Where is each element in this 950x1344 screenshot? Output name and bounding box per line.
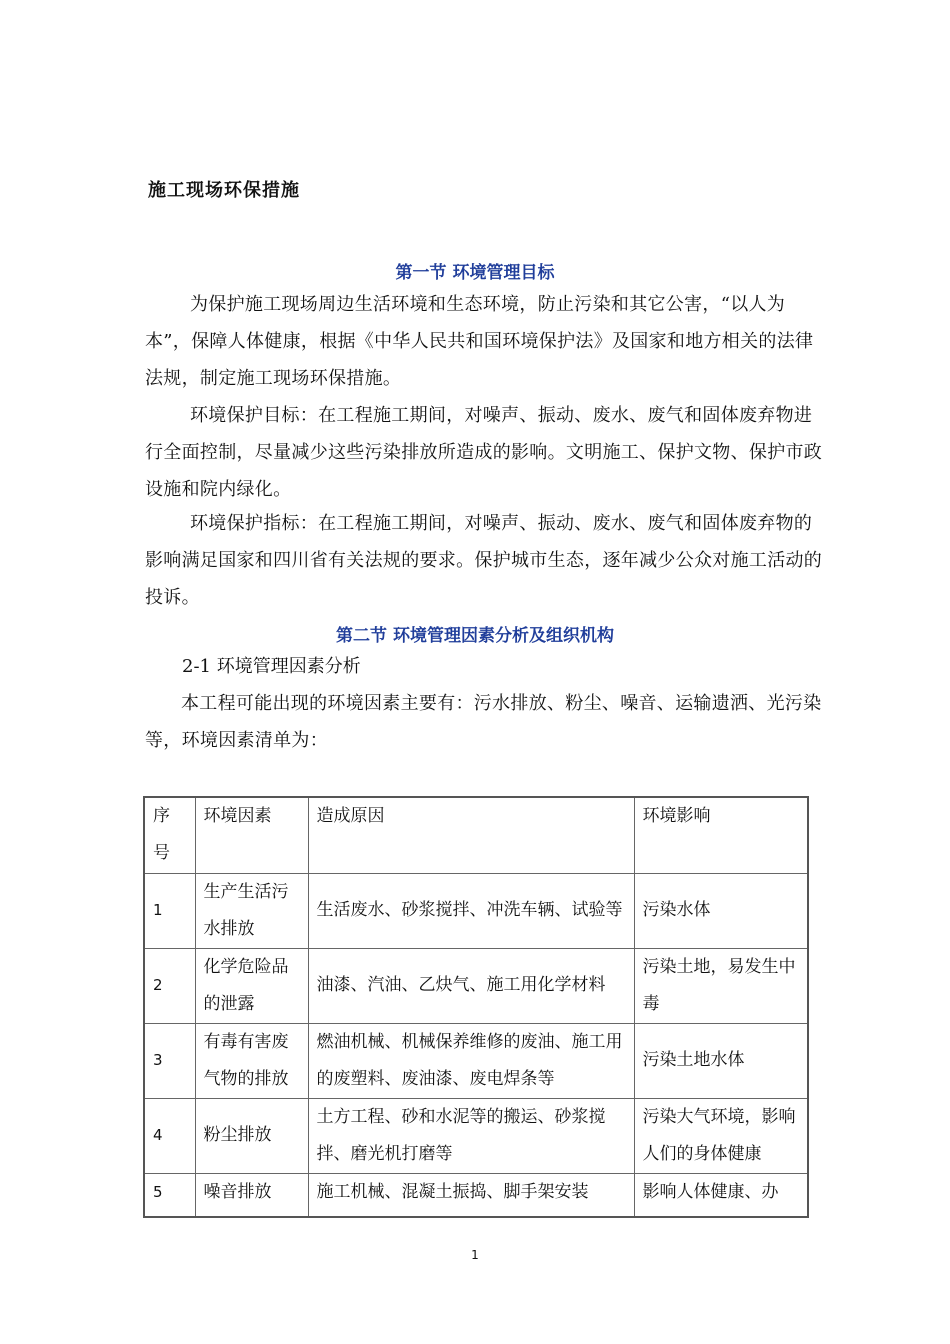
cell-index: 3 bbox=[144, 1023, 195, 1098]
section1-paragraph-intro: 为保护施工现场周边生活环境和生态环境，防止污染和其它公害，“以人为本”，保障人体健康，根据《中华人民共和国环境保护法》及国家和地方相关的法律法规，制定施工现场环保措施。 bbox=[145, 294, 814, 389]
cell-factor: 粉尘排放 bbox=[195, 1098, 308, 1173]
cell-impact: 污染水体 bbox=[634, 873, 808, 948]
header-cell-impact: 环境影响 bbox=[634, 797, 808, 873]
section1-paragraph-goal: 环境保护目标：在工程施工期间，对噪声、振动、废水、废气和固体废弃物进行全面控制，尽量减少这些污染排放所造成的影响。文明施工、保护文物、保护市政设施和院内绿化。 bbox=[145, 405, 823, 500]
cell-factor: 化学危险品的泄露 bbox=[195, 948, 308, 1023]
cell-index: 5 bbox=[144, 1173, 195, 1217]
cell-impact: 污染大气环境，影响人们的身体健康 bbox=[634, 1098, 808, 1173]
header-cell-factor: 环境因素 bbox=[195, 797, 308, 873]
cell-index: 2 bbox=[144, 948, 195, 1023]
cell-cause: 土方工程、砂和水泥等的搬运、砂浆搅拌、磨光机打磨等 bbox=[308, 1098, 634, 1173]
section1-paragraph-indicator: 环境保护指标：在工程施工期间，对噪声、振动、废水、废气和固体废弃物的影响满足国家和四川省有关法规的要求。保护城市生态，逐年减少公众对施工活动的投诉。 bbox=[145, 513, 823, 608]
table-row bbox=[144, 1173, 808, 1217]
cell-index: 1 bbox=[144, 873, 195, 948]
cell-cause: 生活废水、砂浆搅拌、冲洗车辆、试验等 bbox=[308, 873, 634, 948]
section2-subheading: 2-1 环境管理因素分析 bbox=[182, 656, 361, 677]
header-cell-index: 序号 bbox=[144, 797, 195, 873]
cell-impact: 影响人体健康、办 bbox=[634, 1173, 808, 1217]
page-number: 1 bbox=[471, 1248, 479, 1262]
cell-index: 4 bbox=[144, 1098, 195, 1173]
cell-cause: 油漆、汽油、乙炔气、施工用化学材料 bbox=[308, 948, 634, 1023]
cell-impact: 污染土地，易发生中毒 bbox=[634, 948, 808, 1023]
cell-cause: 施工机械、混凝土振捣、脚手架安装 bbox=[308, 1173, 634, 1217]
environment-factor-table bbox=[143, 796, 809, 1218]
section2-paragraph: 本工程可能出现的环境因素主要有：污水排放、粉尘、噪音、运输遗洒、光污染等，环境因素清单为： bbox=[145, 693, 822, 751]
table-row bbox=[144, 1023, 808, 1098]
cell-impact: 污染土地水体 bbox=[634, 1023, 808, 1098]
table-row bbox=[144, 1098, 808, 1173]
table-row bbox=[144, 873, 808, 948]
table-row bbox=[144, 948, 808, 1023]
cell-factor: 噪音排放 bbox=[195, 1173, 308, 1217]
table-header-row bbox=[144, 797, 808, 873]
section2-heading: 第二节 环境管理因素分析及组织机构 bbox=[336, 626, 614, 646]
cell-factor: 生产生活污水排放 bbox=[195, 873, 308, 948]
document-title: 施工现场环保措施 bbox=[148, 180, 300, 201]
cell-factor: 有毒有害废气物的排放 bbox=[195, 1023, 308, 1098]
header-cell-cause: 造成原因 bbox=[308, 797, 634, 873]
section1-heading: 第一节 环境管理目标 bbox=[395, 263, 555, 283]
cell-cause: 燃油机械、机械保养维修的废油、施工用的废塑料、废油漆、废电焊条等 bbox=[308, 1023, 634, 1098]
